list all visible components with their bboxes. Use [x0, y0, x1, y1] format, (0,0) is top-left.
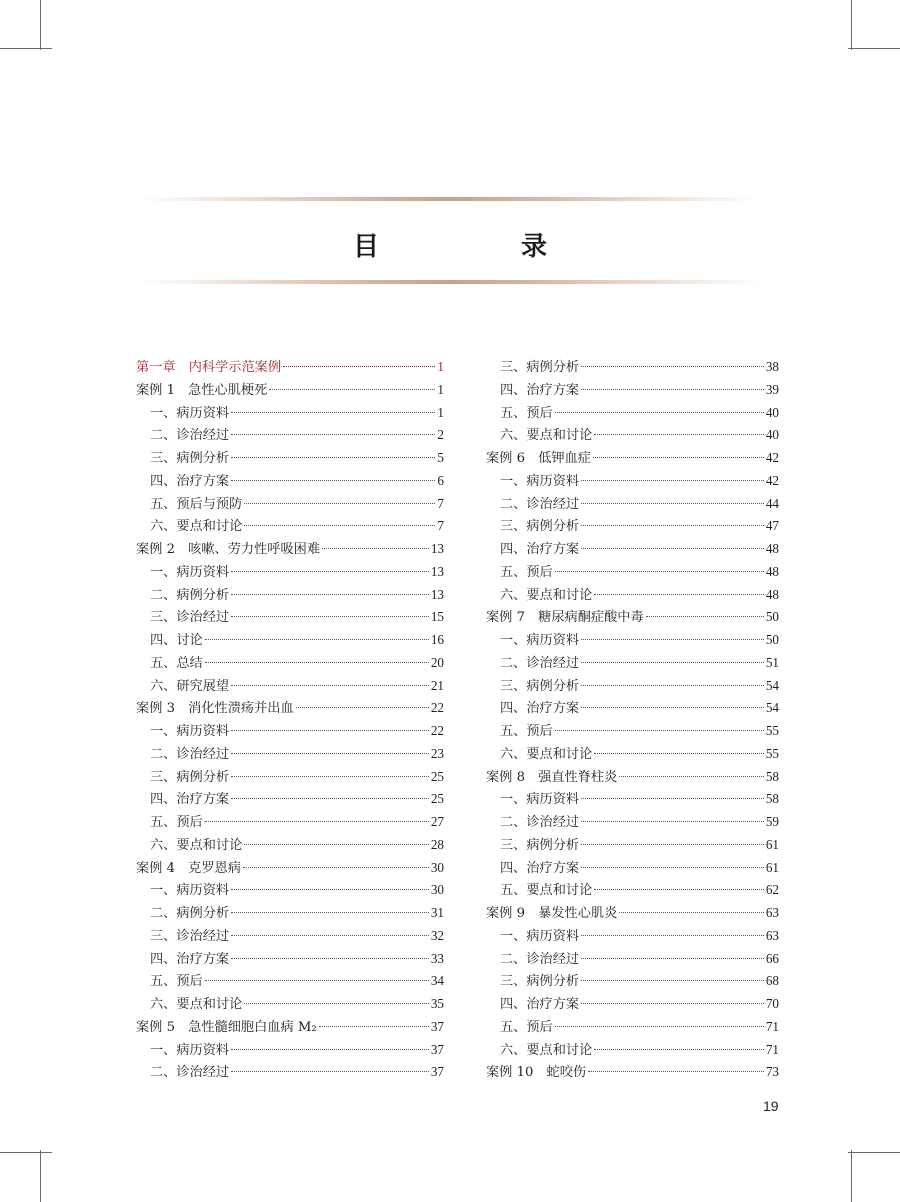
toc-entry-label: 六、要点和讨论	[150, 997, 243, 1012]
toc-section-entry	[486, 584, 779, 607]
toc-leader-dots	[231, 685, 429, 686]
toc-entry-label: 四、讨论	[150, 633, 203, 648]
toc-entry-label: 四、治疗方案	[500, 860, 580, 876]
toc-section-entry	[486, 470, 779, 493]
toc-entry-label: 三、诊治经过	[150, 928, 230, 944]
toc-leader-dots	[231, 457, 435, 458]
toc-entry-page: 13	[430, 541, 444, 556]
toc-entry-page: 7	[437, 518, 444, 534]
toc-leader-dots	[231, 434, 435, 435]
toc-section-entry	[486, 1016, 779, 1039]
crop-mark-top-left-h	[0, 48, 52, 49]
toc-entry-label: 三、诊治经过	[150, 610, 230, 626]
toc-entry-label: 二、诊治经过	[500, 496, 580, 512]
toc-entry-label: 五、预后	[500, 405, 553, 421]
toc-entry-page: 61	[765, 859, 779, 875]
toc-entry-page: 51	[765, 654, 779, 670]
toc-entry-label: 一、病历资料	[500, 928, 580, 944]
toc-section-entry	[486, 788, 779, 811]
toc-entry-label: 六、要点和讨论	[500, 587, 593, 603]
toc-leader-dots	[581, 798, 764, 799]
toc-entry-page: 1	[437, 381, 444, 397]
toc-leader-dots	[581, 935, 764, 936]
toc-entry-page: 13	[430, 563, 444, 579]
toc-section-entry	[486, 356, 779, 379]
toc-section-entry	[486, 834, 779, 857]
toc-section-entry	[136, 925, 444, 948]
toc-entry-page: 32	[430, 927, 444, 943]
toc-entry-label: 四、治疗方案	[500, 382, 580, 398]
toc-entry-page: 54	[765, 700, 779, 716]
toc-leader-dots	[269, 389, 435, 390]
crop-mark-top-right-v	[851, 0, 852, 50]
toc-section-entry	[486, 811, 779, 834]
toc-leader-dots	[319, 1026, 429, 1027]
toc-leader-dots	[581, 639, 764, 640]
toc-section-entry	[136, 743, 444, 766]
toc-entry-label: 一、病历资料	[500, 633, 580, 648]
toc-leader-dots	[231, 753, 429, 754]
toc-entry-page: 22	[430, 723, 444, 738]
toc-entry-label: 四、治疗方案	[150, 792, 230, 808]
toc-section-entry	[136, 424, 444, 447]
toc-entry-page: 33	[430, 950, 444, 966]
toc-leader-dots	[619, 912, 764, 913]
toc-entry-label: 三、病例分析	[500, 360, 580, 375]
toc-entry-label: 二、病例分析	[150, 906, 230, 921]
toc-entry-page: 59	[765, 814, 779, 829]
toc-entry-page: 71	[765, 1041, 779, 1057]
toc-case-entry	[486, 606, 779, 629]
toc-entry-label: 六、要点和讨论	[150, 519, 243, 535]
toc-leader-dots	[231, 798, 429, 799]
toc-leader-dots	[581, 1003, 764, 1004]
toc-leader-dots	[231, 958, 429, 959]
toc-section-entry	[486, 629, 779, 652]
crop-mark-top-left-v	[40, 0, 41, 50]
toc-entry-page: 30	[430, 859, 444, 875]
toc-entry-label: 五、预后	[500, 724, 553, 739]
toc-leader-dots	[205, 821, 429, 822]
toc-section-entry	[136, 1061, 444, 1084]
toc-entry-label: 六、要点和讨论	[150, 837, 243, 853]
toc-leader-dots	[594, 1049, 764, 1050]
toc-section-entry	[486, 925, 779, 948]
toc-entry-page: 13	[430, 586, 444, 602]
toc-leader-dots	[581, 844, 764, 845]
toc-leader-dots	[555, 1026, 764, 1027]
toc-section-entry	[486, 948, 779, 971]
toc-section-entry	[136, 493, 444, 516]
toc-leader-dots	[594, 434, 764, 435]
toc-entry-page: 68	[765, 973, 779, 989]
toc-entry-label: 三、病例分析	[500, 519, 580, 535]
toc-entry-page: 23	[430, 745, 444, 761]
toc-section-entry	[486, 879, 779, 902]
toc-entry-label: 二、诊治经过	[150, 428, 230, 444]
toc-entry-label: 第一章 内科学示范案例	[136, 360, 282, 375]
toc-entry-label: 四、治疗方案	[500, 701, 580, 717]
toc-entry-label: 案例 8 强直性脊柱炎	[486, 769, 618, 785]
toc-section-entry	[486, 515, 779, 538]
toc-entry-page: 66	[765, 950, 779, 966]
toc-entry-label: 案例 9 暴发性心肌炎	[486, 906, 618, 921]
toc-section-entry	[486, 538, 779, 561]
toc-leader-dots	[244, 1003, 429, 1004]
title-rule-bottom	[140, 280, 760, 284]
toc-entry-page: 38	[765, 359, 779, 374]
toc-leader-dots	[593, 457, 764, 458]
toc-entry-page: 70	[765, 996, 779, 1011]
toc-section-entry	[136, 402, 444, 425]
toc-case-entry	[136, 1016, 444, 1039]
toc-entry-page: 73	[765, 1064, 779, 1080]
toc-case-entry	[486, 766, 779, 789]
toc-section-entry	[486, 402, 779, 425]
toc-leader-dots	[619, 776, 764, 777]
toc-entry-label: 案例 6 低钾血症	[486, 451, 591, 466]
crop-mark-bottom-right-v	[851, 1150, 852, 1202]
toc-entry-label: 一、病历资料	[500, 792, 580, 808]
toc-entry-label: 三、病例分析	[150, 451, 230, 466]
toc-case-entry	[486, 447, 779, 470]
toc-section-entry	[486, 424, 779, 447]
toc-entry-page: 7	[437, 495, 444, 511]
toc-entry-page: 55	[765, 745, 779, 761]
toc-entry-page: 40	[765, 404, 779, 420]
toc-entry-page: 6	[437, 472, 444, 488]
toc-leader-dots	[588, 1071, 764, 1072]
toc-entry-label: 五、预后与预防	[150, 496, 243, 512]
toc-section-entry	[486, 697, 779, 720]
toc-entry-label: 二、诊治经过	[500, 951, 580, 967]
toc-case-entry	[136, 857, 444, 880]
toc-section-entry	[136, 629, 444, 652]
toc-leader-dots	[581, 389, 764, 390]
toc-leader-dots	[646, 616, 764, 617]
toc-entry-label: 五、预后	[150, 974, 203, 990]
toc-section-entry	[136, 584, 444, 607]
toc-entry-page: 44	[765, 495, 779, 511]
toc-leader-dots	[555, 412, 764, 413]
toc-entry-page: 28	[430, 836, 444, 852]
toc-entry-label: 六、要点和讨论	[500, 1042, 593, 1058]
toc-entry-page: 34	[430, 973, 444, 989]
toc-leader-dots	[231, 594, 429, 595]
toc-entry-label: 一、病历资料	[500, 473, 580, 489]
toc-section-entry	[486, 993, 779, 1016]
toc-leader-dots	[231, 480, 435, 481]
toc-leader-dots	[231, 730, 429, 731]
toc-entry-label: 三、病例分析	[500, 974, 580, 990]
toc-section-entry	[136, 675, 444, 698]
toc-entry-page: 15	[430, 609, 444, 625]
toc-entry-label: 一、病历资料	[150, 564, 230, 580]
toc-entry-label: 四、治疗方案	[500, 997, 580, 1012]
toc-leader-dots	[555, 730, 764, 731]
toc-section-entry	[136, 811, 444, 834]
toc-entry-label: 三、病例分析	[500, 678, 580, 694]
toc-entry-page: 50	[765, 632, 779, 647]
toc-entry-label: 案例 3 消化性溃疡并出血	[136, 701, 294, 717]
toc-leader-dots	[231, 889, 429, 890]
toc-section-entry	[486, 561, 779, 584]
page-title: 目 录	[352, 232, 605, 262]
toc-leader-dots	[231, 412, 435, 413]
toc-entry-label: 六、研究展望	[150, 678, 230, 694]
toc-leader-dots	[555, 571, 764, 572]
toc-entry-page: 37	[430, 1041, 444, 1057]
toc-case-entry	[486, 1061, 779, 1084]
toc-entry-page: 5	[437, 450, 444, 465]
toc-entry-label: 一、病历资料	[150, 405, 230, 421]
toc-section-entry	[486, 675, 779, 698]
toc-entry-page: 20	[430, 654, 444, 670]
toc-entry-page: 48	[765, 563, 779, 579]
toc-leader-dots	[205, 980, 429, 981]
toc-entry-label: 二、诊治经过	[500, 655, 580, 671]
toc-leader-dots	[244, 844, 429, 845]
toc-section-entry	[136, 720, 444, 743]
crop-mark-bottom-left-h	[0, 1152, 52, 1153]
toc-entry-page: 55	[765, 723, 779, 738]
toc-leader-dots	[244, 525, 435, 526]
toc-entry-label: 六、要点和讨论	[500, 746, 593, 762]
toc-section-entry	[486, 857, 779, 880]
toc-section-entry	[136, 447, 444, 470]
toc-leader-dots	[581, 503, 764, 504]
toc-case-entry	[136, 379, 444, 402]
toc-entry-label: 四、治疗方案	[150, 951, 230, 967]
toc-entry-label: 案例 7 糖尿病酮症酸中毒	[486, 610, 644, 626]
toc-entry-label: 三、病例分析	[500, 837, 580, 853]
toc-leader-dots	[581, 548, 764, 549]
toc-entry-label: 五、总结	[150, 655, 203, 671]
toc-leader-dots	[581, 980, 764, 981]
toc-leader-dots	[581, 685, 764, 686]
toc-leader-dots	[594, 594, 764, 595]
toc-entry-page: 50	[765, 609, 779, 625]
toc-section-entry	[136, 993, 444, 1016]
toc-entry-label: 六、要点和讨论	[500, 428, 593, 444]
toc-leader-dots	[283, 366, 435, 367]
toc-section-entry	[136, 561, 444, 584]
toc-entry-page: 37	[430, 1018, 444, 1034]
toc-entry-label: 四、治疗方案	[500, 542, 580, 557]
toc-leader-dots	[231, 912, 429, 913]
toc-section-entry	[136, 1039, 444, 1062]
toc-case-entry	[136, 697, 444, 720]
toc-leader-dots	[231, 571, 429, 572]
toc-leader-dots	[581, 366, 764, 367]
toc-section-entry	[136, 652, 444, 675]
toc-entry-label: 五、预后	[150, 815, 203, 830]
toc-entry-page: 39	[765, 381, 779, 397]
toc-entry-page: 47	[765, 518, 779, 534]
toc-entry-label: 一、病历资料	[150, 1042, 230, 1058]
toc-case-entry	[486, 902, 779, 925]
toc-case-entry	[136, 538, 444, 561]
toc-leader-dots	[231, 1049, 429, 1050]
toc-entry-page: 48	[765, 586, 779, 602]
toc-leader-dots	[581, 707, 764, 708]
toc-entry-page: 42	[765, 472, 779, 488]
toc-entry-page: 37	[430, 1064, 444, 1080]
crop-mark-top-right-h	[848, 48, 900, 49]
toc-entry-page: 25	[430, 791, 444, 807]
toc-entry-label: 案例 1 急性心肌梗死	[136, 382, 268, 398]
toc-section-entry	[486, 720, 779, 743]
toc-entry-page: 63	[765, 927, 779, 943]
crop-mark-bottom-right-h	[848, 1152, 900, 1153]
toc-entry-label: 二、病例分析	[150, 587, 230, 603]
toc-section-entry	[136, 879, 444, 902]
toc-entry-label: 四、治疗方案	[150, 473, 230, 489]
toc-entry-label: 案例 5 急性髓细胞白血病 M₂	[136, 1019, 317, 1035]
toc-entry-page: 31	[430, 905, 444, 920]
toc-leader-dots	[581, 867, 764, 868]
toc-leader-dots	[243, 867, 429, 868]
toc-leader-dots	[231, 1071, 429, 1072]
toc-leader-dots	[581, 480, 764, 481]
toc-leader-dots	[322, 548, 429, 549]
page-number: 19	[763, 1098, 779, 1114]
toc-leader-dots	[581, 821, 764, 822]
toc-entry-page: 42	[765, 450, 779, 465]
title-rule-top	[140, 197, 760, 201]
toc-entry-page: 48	[765, 541, 779, 556]
toc-left-column	[136, 356, 444, 1084]
toc-entry-page: 62	[765, 882, 779, 898]
toc-section-entry	[136, 766, 444, 789]
toc-entry-page: 63	[765, 905, 779, 920]
toc-entry-label: 二、诊治经过	[500, 815, 580, 830]
toc-entry-label: 五、要点和讨论	[500, 883, 593, 899]
toc-section-entry	[486, 379, 779, 402]
toc-entry-label: 三、病例分析	[150, 769, 230, 785]
toc-entry-page: 58	[765, 768, 779, 784]
toc-leader-dots	[244, 503, 435, 504]
toc-section-entry	[486, 652, 779, 675]
toc-entry-label: 案例 10 蛇咬伤	[486, 1065, 587, 1081]
toc-entry-page: 71	[765, 1018, 779, 1034]
toc-entry-page: 30	[430, 882, 444, 898]
toc-entry-page: 58	[765, 791, 779, 807]
crop-mark-bottom-left-v	[40, 1150, 41, 1202]
toc-section-entry	[486, 743, 779, 766]
toc-section-entry	[136, 470, 444, 493]
toc-section-entry	[486, 1039, 779, 1062]
toc-entry-page: 25	[430, 768, 444, 784]
toc-section-entry	[136, 606, 444, 629]
toc-leader-dots	[581, 958, 764, 959]
toc-leader-dots	[205, 662, 429, 663]
toc-entry-page: 1	[437, 404, 444, 420]
toc-entry-page: 27	[430, 814, 444, 829]
toc-leader-dots	[231, 935, 429, 936]
toc-leader-dots	[594, 889, 764, 890]
toc-entry-label: 五、预后	[500, 1019, 553, 1035]
toc-leader-dots	[296, 707, 429, 708]
toc-entry-page: 54	[765, 677, 779, 693]
toc-entry-page: 2	[437, 427, 444, 443]
toc-leader-dots	[581, 525, 764, 526]
toc-entry-page: 35	[430, 996, 444, 1011]
toc-entry-label: 二、诊治经过	[150, 746, 230, 762]
toc-section-entry	[486, 970, 779, 993]
toc-entry-page: 21	[430, 677, 444, 693]
toc-entry-label: 案例 4 克罗恩病	[136, 860, 241, 876]
toc-leader-dots	[594, 753, 764, 754]
toc-entry-label: 一、病历资料	[150, 883, 230, 899]
toc-section-entry	[136, 902, 444, 925]
toc-leader-dots	[231, 616, 429, 617]
toc-section-entry	[136, 834, 444, 857]
toc-section-entry	[136, 788, 444, 811]
toc-leader-dots	[231, 776, 429, 777]
toc-entry-page: 61	[765, 836, 779, 852]
toc-section-entry	[136, 970, 444, 993]
toc-right-column	[486, 356, 779, 1084]
toc-leader-dots	[581, 662, 764, 663]
toc-leader-dots	[205, 639, 429, 640]
toc-entry-page: 40	[765, 427, 779, 443]
toc-entry-page: 22	[430, 700, 444, 716]
toc-entry-label: 一、病历资料	[150, 724, 230, 739]
toc-section-entry	[136, 948, 444, 971]
toc-section-entry	[136, 515, 444, 538]
toc-section-entry	[486, 493, 779, 516]
toc-entry-page: 16	[430, 632, 444, 647]
toc-entry-label: 案例 2 咳嗽、劳力性呼吸困难	[136, 542, 321, 557]
toc-chapter-entry	[136, 356, 444, 379]
toc-entry-page: 1	[437, 359, 444, 374]
toc-entry-label: 五、预后	[500, 564, 553, 580]
toc-entry-label: 二、诊治经过	[150, 1065, 230, 1081]
